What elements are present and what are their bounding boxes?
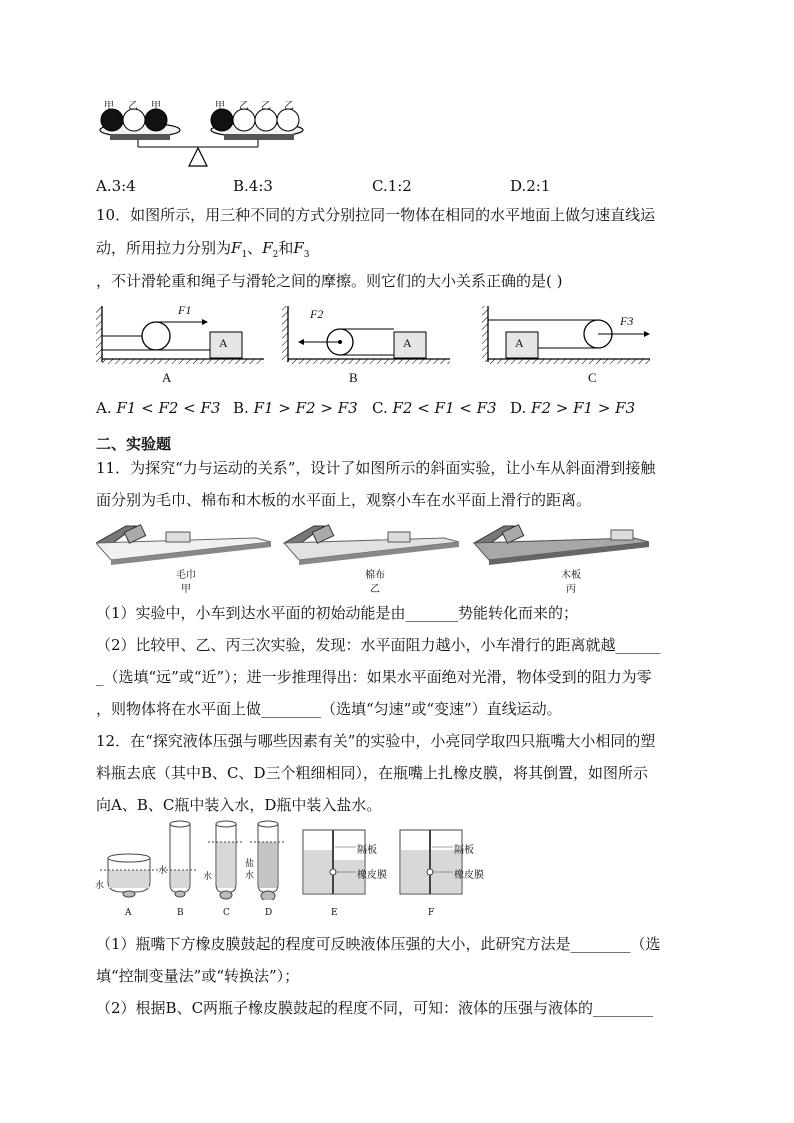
bottle-label: D <box>265 908 273 918</box>
ball-label: 甲 <box>104 101 114 112</box>
q11-stem-line2: 面分别为毛巾、棉布和木板的水平面上，观察小车在水平面上滑行的距离。 <box>96 491 592 509</box>
ball-jia <box>101 109 123 131</box>
q11-sub2-line2: _（选填“远”或“近”）；进一步推理得出：如果水平面绝对光滑，物体受到的阻力为零 <box>96 668 652 686</box>
partition-label: 隔板 <box>454 845 474 856</box>
surface-label: 木板 <box>561 570 581 581</box>
water-label: 水 <box>95 881 105 891</box>
surface-label: 棉布 <box>365 570 385 581</box>
ball-yi <box>277 109 299 131</box>
force-label-f1: F1 <box>178 303 192 317</box>
bottle-label: A <box>125 908 132 918</box>
q9-option-c[interactable]: C.1:2 <box>372 177 412 195</box>
ball-label: 乙 <box>239 101 249 112</box>
figure-label-a: A <box>162 370 172 385</box>
surface-tag: 乙 <box>370 584 380 595</box>
ball-yi <box>123 109 145 131</box>
surface-tag: 丙 <box>566 584 576 595</box>
q10-stem-line1: 10．如图所示，用三种不同的方式分别拉同一物体在相同的水平地面上做匀速直线运 <box>96 206 656 224</box>
block-label: A <box>515 336 524 350</box>
block-label: A <box>219 336 228 350</box>
bottle-label: B <box>177 908 184 918</box>
q12-sub1-line2: 填“控制变量法”或“转换法”）； <box>96 967 300 985</box>
q11-sub2-line3: ，则物体将在水平面上做________（选填“匀速”或“变速”）直线运动。 <box>96 700 562 718</box>
ball-yi <box>233 109 255 131</box>
q11-stem-line1: 11．为探究“力与运动的关系”，设计了如图所示的斜面实验，让小车从斜面滑到接触 <box>96 459 656 477</box>
q10-stem-line2: 动，所用拉力分别为$F_1$、$F_2$和$F_3$ <box>96 239 310 260</box>
section-title: 二、实验题 <box>96 435 172 453</box>
q9-option-a[interactable]: A.3:4 <box>96 177 136 195</box>
ball-jia <box>145 109 167 131</box>
water-label: 水 <box>158 866 168 876</box>
q9-option-d[interactable]: D.2:1 <box>510 177 551 195</box>
membrane-label: 橡皮膜 <box>454 870 484 881</box>
ball-label: 甲 <box>215 101 225 112</box>
q11-sub2-line1: （2）比较甲、乙、丙三次实验，发现：水平面阻力越小，小车滑行的距离就越______ <box>96 636 661 654</box>
q10-option-a[interactable]: A. F1 < F2 < F3 <box>96 399 221 417</box>
figure-label-c: C <box>588 370 597 385</box>
q12-stem-line2: 料瓶去底（其中B、C、D三个粗细相同），在瓶嘴上扎橡皮膜，将其倒置，如图所示 <box>96 764 649 782</box>
q10-option-d[interactable]: D. F2 > F1 > F3 <box>510 399 636 417</box>
force-label-f2: F2 <box>310 307 324 321</box>
partition-label: 隔板 <box>357 845 377 856</box>
q12-stem-line1: 12．在“探究液体压强与哪些因素有关”的实验中，小亮同学取四只瓶嘴大小相同的塑 <box>96 732 656 750</box>
salt-water-label: 水 <box>245 871 255 881</box>
surface-tag: 甲 <box>181 584 191 595</box>
bottle-label: E <box>331 908 338 918</box>
bottle-label: F <box>428 908 435 918</box>
q10-option-c[interactable]: C. F2 < F1 < F3 <box>372 399 497 417</box>
q10-stem-line3: ，不计滑轮重和绳子与滑轮之间的摩擦。则它们的大小关系正确的是( ) <box>96 272 563 290</box>
ball-jia <box>211 109 233 131</box>
q11-sub1: （1）实验中，小车到达水平面的初始动能是由_______势能转化而来的； <box>96 604 579 622</box>
fulcrum <box>189 148 207 166</box>
block-label: A <box>403 336 412 350</box>
water-label: 水 <box>203 872 213 882</box>
q9-option-b[interactable]: B.4:3 <box>233 177 273 195</box>
ball-label: 乙 <box>261 101 271 112</box>
q10-option-b[interactable]: B. F1 > F2 > F3 <box>233 399 358 417</box>
q12-sub1-line1: （1）瓶嘴下方橡皮膜鼓起的程度可反映液体压强的大小，此研究方法是________（选 <box>96 935 661 953</box>
figure-label-b: B <box>349 370 358 385</box>
ball-label: 甲 <box>151 101 161 112</box>
surface-label: 毛巾 <box>176 570 196 581</box>
ball-yi <box>255 109 277 131</box>
ball-label: 乙 <box>284 101 294 112</box>
force-label-f3: F3 <box>620 314 634 328</box>
membrane-label: 橡皮膜 <box>357 870 387 881</box>
ball-label: 乙 <box>128 101 138 112</box>
salt-water-label: 盐 <box>245 859 255 869</box>
q12-sub2: （2）根据B、C两瓶子橡皮膜鼓起的程度不同，可知：液体的压强与液体的________ <box>96 999 654 1017</box>
q12-stem-line3: 向A、B、C瓶中装入水，D瓶中装入盐水。 <box>96 796 382 814</box>
bottle-label: C <box>223 908 230 918</box>
